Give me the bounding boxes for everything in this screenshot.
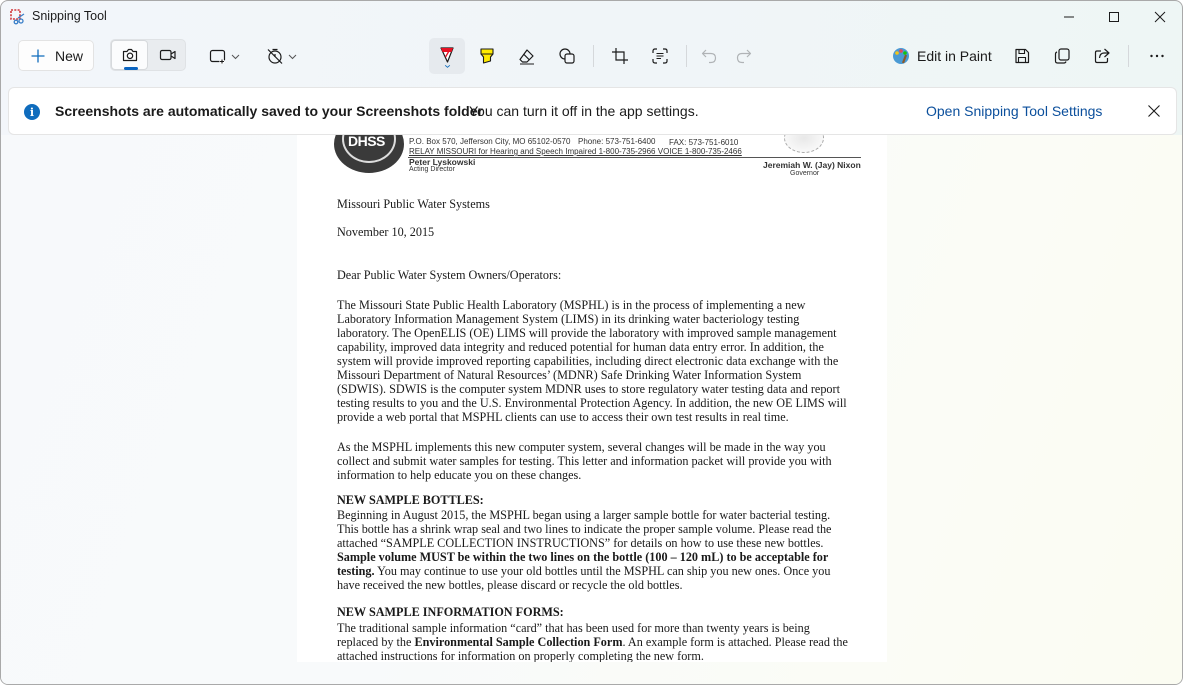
active-mode-indicator [124, 67, 138, 70]
camera-icon [121, 46, 139, 64]
text-line: This bottle has a shrink wrap seal and two lines to indicate the proper sample volume. Please read the [337, 522, 832, 536]
close-button[interactable] [1137, 1, 1183, 33]
crop-icon [611, 47, 629, 65]
letter-date: November 10, 2015 [337, 225, 435, 239]
edit-in-paint-label: Edit in Paint [917, 48, 992, 64]
governor-title: Governor [790, 170, 820, 177]
rectangle-snip-icon [209, 47, 227, 65]
bold-fragment: Environmental Sample Collection Form [414, 635, 623, 649]
recipient: Missouri Public Water Systems [337, 197, 490, 211]
toolbar-divider [1128, 45, 1129, 67]
open-settings-link[interactable]: Open Snipping Tool Settings [926, 103, 1103, 119]
text-line: As the MSPHL implements this new computer system, several changes will be made in the way you [337, 440, 826, 454]
text-line: attached “SAMPLE COLLECTION INSTRUCTIONS” for details on how to use these new bottles. [337, 536, 824, 550]
minimize-button[interactable] [1046, 1, 1092, 33]
logo-text: DHSS [348, 135, 385, 149]
text-line: collect and submit water samples for testing. This letter and information packet will provide you with [337, 454, 832, 468]
fax: FAX: 573-751-6010 [669, 138, 739, 147]
director-title: Acting Director [409, 166, 455, 173]
text-actions-button[interactable] [642, 40, 678, 72]
record-mode-button[interactable] [149, 40, 186, 70]
text-line: Beginning in August 2015, the MSPHL began using a larger sample bottle for water bacterial testing. [337, 508, 831, 522]
chevron-down-icon [231, 52, 240, 61]
info-notification-bar [8, 87, 1177, 135]
save-icon [1013, 47, 1031, 65]
address: P.O. Box 570, Jefferson City, MO 65102-0570 [409, 137, 571, 146]
text-fragment: You may continue to use your old bottles until the MSPHL can ship you new ones. Once you [374, 564, 831, 578]
text-line-bold: Sample volume MUST be within the two lines on the bottle (100 – 120 mL) to be acceptable for [337, 550, 829, 564]
text-line: The traditional sample information “card” that has been used for more than twenty years is being [337, 621, 810, 635]
notification-message: You can turn it off in the app settings. [469, 103, 699, 119]
video-camera-icon [159, 46, 177, 64]
section-heading-forms: NEW SAMPLE INFORMATION FORMS: [337, 605, 564, 619]
copy-button[interactable] [1044, 40, 1080, 72]
text-fragment: replaced by the [337, 635, 415, 649]
text-line: The Missouri State Public Health Laboratory (MSPHL) is in the process of implementing a new [337, 298, 806, 312]
toolbar-divider [686, 45, 687, 67]
maximize-icon [1108, 11, 1120, 23]
chevron-down-icon [288, 52, 297, 61]
text-actions-icon [651, 47, 669, 65]
maximize-button[interactable] [1091, 1, 1137, 33]
text-line: capability, improved data integrity and reduced potential for human data entry error. In addition, the [337, 340, 824, 354]
undo-icon [700, 47, 718, 65]
phone: Phone: 573-751-6400 [578, 137, 656, 146]
text-line [337, 635, 848, 649]
letterhead-rule [408, 157, 861, 158]
text-line: have received the new bottles, please discard or recycle the old bottles. [337, 578, 683, 592]
save-button[interactable] [1004, 40, 1040, 72]
text-line: Missouri Department of Natural Resources’ (MDNR) Safe Drinking Water Information System [337, 368, 802, 382]
bold-fragment: testing. [337, 564, 375, 578]
eraser-icon [518, 47, 536, 65]
relay-line: RELAY MISSOURI for Hearing and Speech Impaired 1-800-735-2966 VOICE 1-800-735-2466 [409, 147, 742, 156]
dismiss-notification-close-icon[interactable] [1147, 104, 1161, 118]
undo-button[interactable] [691, 40, 727, 72]
shapes-button[interactable] [549, 40, 585, 72]
edit-in-paint-button[interactable] [892, 40, 992, 72]
eraser-button[interactable] [509, 40, 545, 72]
snip-shape-dropdown[interactable] [204, 40, 244, 72]
ballpoint-pen-button[interactable] [429, 38, 465, 74]
governor-name: Jeremiah W. (Jay) Nixon [763, 160, 861, 170]
screenshot-preview[interactable] [297, 135, 887, 662]
text-line [337, 564, 830, 578]
text-line: system will provide improved reporting capabilities, including direct electronic data exchange with the [337, 354, 839, 368]
highlighter-button[interactable] [469, 40, 505, 72]
director-name: Peter Lyskowski [409, 157, 476, 167]
text-line: provide a web portal that MSPHL clients can use to access their own test results in real time. [337, 410, 789, 424]
no-delay-timer-icon [266, 47, 284, 65]
shapes-icon [558, 47, 576, 65]
section-heading-bottles: NEW SAMPLE BOTTLES: [337, 493, 484, 507]
title-bar [1, 1, 1182, 33]
text-line: testing results to you and the U.S. Environmental Protection Agency. In addition, the new OE LIMS will [337, 396, 847, 410]
more-icon [1148, 47, 1166, 65]
text-line: laboratory. The OpenELIS (OE) LIMS will provide the laboratory with improved sample management [337, 326, 837, 340]
new-label: New [55, 47, 84, 64]
salutation: Dear Public Water System Owners/Operators: [337, 268, 562, 282]
close-icon [1154, 11, 1166, 23]
pen-options-chevron-icon [443, 64, 452, 70]
share-icon [1093, 47, 1111, 65]
ballpoint-pen-icon [438, 46, 456, 64]
screenshot-mode-button[interactable] [111, 40, 148, 70]
redo-icon [735, 47, 753, 65]
text-fragment: . An example form is attached. Please read the [622, 635, 848, 649]
plus-icon [31, 49, 45, 63]
text-line: attached instructions for information on properly completing the new form. [337, 649, 704, 662]
share-button[interactable] [1084, 40, 1120, 72]
text-line: information to help educate you on these changes. [337, 468, 582, 482]
delay-dropdown[interactable] [261, 40, 301, 72]
highlighter-icon [478, 47, 496, 65]
minimize-icon [1063, 11, 1075, 23]
toolbar-divider [593, 45, 594, 67]
dhss-logo [334, 135, 404, 173]
text-line: (SDWIS). SDWIS is the computer system MDNR uses to store regulatory water testing data and report [337, 382, 840, 396]
notification-title: Screenshots are automatically saved to your Screenshots folder [55, 103, 483, 119]
crop-button[interactable] [602, 40, 638, 72]
info-icon: i [24, 104, 40, 120]
state-seal [784, 135, 824, 153]
app-title: Snipping Tool [32, 9, 107, 23]
new-snip-button[interactable] [18, 40, 94, 71]
text-line: Laboratory Information Management System (LIMS) in its drinking water bacteriology testing [337, 312, 800, 326]
more-options-button[interactable] [1139, 40, 1175, 72]
redo-button[interactable] [726, 40, 762, 72]
snipping-tool-app-icon [10, 9, 26, 25]
paint-palette-icon [892, 47, 910, 65]
copy-icon [1053, 47, 1071, 65]
toolbar [1, 33, 1182, 79]
capture-mode-toggle [110, 39, 186, 71]
letterhead [297, 135, 887, 185]
